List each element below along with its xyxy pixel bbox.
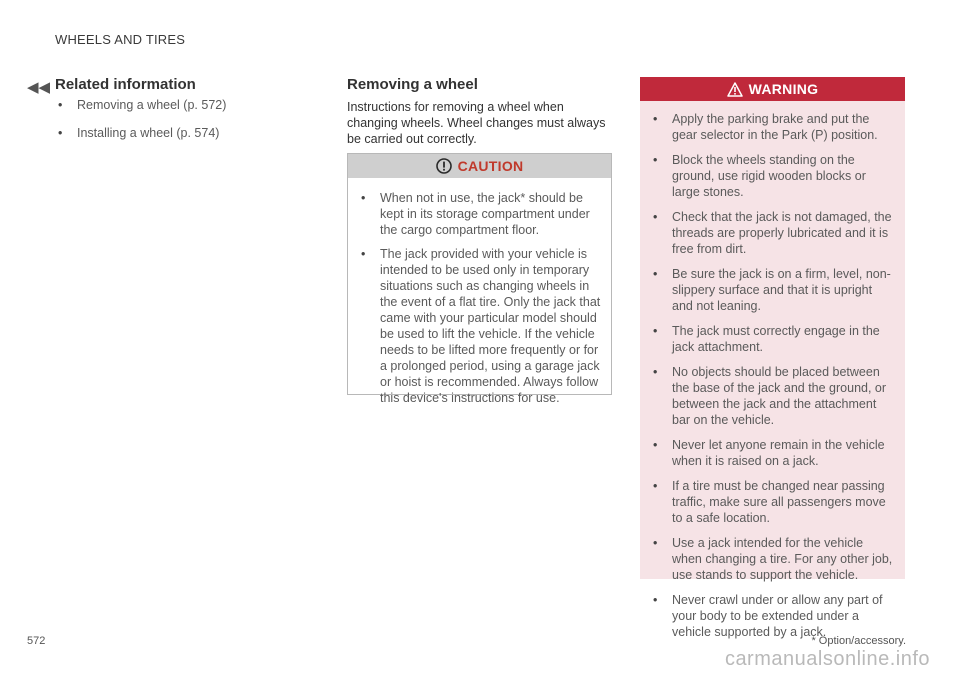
warning-item: • Never let anyone remain in the vehicle when it is raised on a jack.: [650, 437, 895, 469]
caution-box: [347, 153, 612, 405]
page-number: 572: [27, 635, 46, 647]
related-link-removing-wheel[interactable]: • Removing a wheel (p. 572): [55, 97, 315, 113]
related-information-title: Related information: [55, 76, 196, 93]
caution-body: [348, 178, 611, 406]
warning-item: • If a tire must be changed near passing traffic, make sure all passengers move to a safe location.: [650, 478, 895, 526]
warning-title: WARNING: [748, 81, 819, 97]
warning-item: • The jack must correctly engage in the jack attachment.: [650, 323, 895, 355]
removing-wheel-section: [347, 76, 612, 147]
warning-list: [650, 111, 895, 640]
caution-list: [358, 190, 601, 406]
continuation-mark: ◀◀: [27, 79, 51, 96]
caution-item: • The jack provided with your vehicle is intended to be used only in temporary situations such as changing wheels in the event of a flat tire. Only the jack that came with your particular model should be used to lift the vehicle. If the vehicle needs to be lifted more frequently or for a prolonged period, using a garage jack or hoist is recommended. Always follow this device's instructions for use.: [358, 246, 601, 406]
removing-wheel-title: Removing a wheel: [347, 76, 478, 93]
warning-item: • Apply the parking brake and put the gear selector in the Park (P) position.: [650, 111, 895, 143]
caution-item: • When not in use, the jack* should be kept in its storage compartment under the cargo compartment floor.: [358, 190, 601, 238]
related-link-installing-wheel[interactable]: • Installing a wheel (p. 574): [55, 125, 315, 141]
related-links-list: [55, 97, 315, 141]
warning-item: • Use a jack intended for the vehicle when changing a tire. For any other job, use stands to support the vehicle.: [650, 535, 895, 583]
warning-box: [640, 77, 905, 639]
caution-header: [348, 154, 611, 178]
footnote-option-accessory: * Option/accessory.: [811, 635, 906, 647]
warning-item: • Block the wheels standing on the ground, use rigid wooden blocks or large stones.: [650, 152, 895, 200]
removing-wheel-intro: Instructions for removing a wheel when changing wheels. Wheel changes must always be carried out correctly.: [347, 100, 606, 146]
warning-item: • Never crawl under or allow any part of your body to be extended under a vehicle supported by a jack.: [650, 592, 895, 640]
warning-body: [640, 101, 905, 640]
section-header: WHEELS AND TIRES: [55, 32, 186, 47]
warning-item: • Check that the jack is not damaged, the threads are properly lubricated and it is free from dirt.: [650, 209, 895, 257]
warning-item: • No objects should be placed between the base of the jack and the ground, or between the jack and the attachment bar on the vehicle.: [650, 364, 895, 428]
warning-header: [640, 77, 905, 101]
warning-item: • Be sure the jack is on a firm, level, non-slippery surface and that it is upright and not leaning.: [650, 266, 895, 314]
exclamation-circle-icon: [436, 158, 452, 174]
related-information-section: [55, 76, 315, 153]
watermark: carmanualsonline.info: [724, 648, 930, 670]
caution-title: CAUTION: [457, 158, 524, 174]
warning-triangle-icon: [727, 82, 743, 97]
